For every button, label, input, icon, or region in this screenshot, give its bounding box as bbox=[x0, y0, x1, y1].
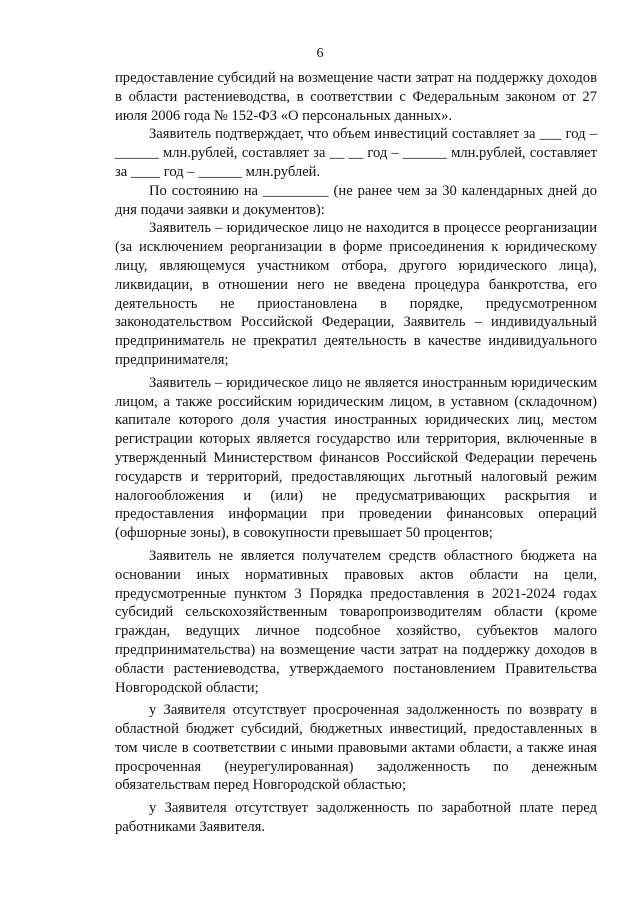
paragraph-foreign-entity-status: Заявитель – юридическое лицо не является иностранным юридическим лицом, а также российским юридическим лицом, в уставном (складочном) капитале которого доля участия иностранных юридических лиц, местом регистрации которых является государство или территория, включенные в утвержденный Министерством финансов Российской Федерации перечень государств и территорий, предоставляющих льготный налоговый режим налогообложения и (или) не предусматривающих раскрытия и предоставления информации при проведении финансовых операций (офшорные зоны), в совокупности превышает 50 процентов; bbox=[115, 374, 597, 542]
paragraph-other-subsidies: Заявитель не является получателем средств областного бюджета на основании иных нормативных правовых актов области на цели, предусмотренные пунктом 3 Порядка предоставления в 2021-2024 годах субсидий сельскохозяйственным товаропроизводителям области (кроме граждан, ведущих личное подсобное хозяйство, субъектов малого предпринимательства) на возмещение части затрат на поддержку доходов в области растениеводства, утверждаемого постановлением Правительства Новгородской области; bbox=[115, 547, 597, 696]
paragraph-personal-data-consent: предоставление субсидий на возмещение части затрат на поддержку доходов в области растениеводства, в соответствии с Федеральным законом от 27 июля 2006 года № 152-ФЗ «О персональных данных». bbox=[115, 70, 597, 124]
paragraph-investment-volume: Заявитель подтверждает, что объем инвестиций составляет за ___ год – ______ млн.рублей, составляет за __ __ год – ______ млн.рублей, составляет за ____ год – ______ млн.рублей. bbox=[115, 126, 597, 180]
paragraph-reorganization-status: Заявитель – юридическое лицо не находится в процессе реорганизации (за исключением реорганизации в форме присоединения к юридическому лицу, являющемуся участником отбора, другого юридического лица), ликвидации, в отношении него не введена процедура банкротства, его деятельность не приостановлена в порядке, предусмотренном законодательством Российской Федерации, Заявитель – индивидуальный предприниматель не прекратил деятельность в качестве индивидуального предпринимателя; bbox=[115, 220, 597, 368]
paragraph-budget-debt: у Заявителя отсутствует просроченная задолженность по возврату в областной бюджет субсидий, бюджетных инвестиций, предоставленных в том числе в соответствии с иными правовыми актами области, а также иная просроченная (неурегулированная) задолженность по денежным обязательствам перед Новгородской областью; bbox=[115, 702, 597, 794]
paragraph-salary-debt: у Заявителя отсутствует задолженность по заработной плате перед работниками Заявителя. bbox=[115, 800, 597, 836]
paragraph-as-of-date: По состоянию на _________ (не ранее чем за 30 календарных дней до дня подачи заявки и документов): bbox=[115, 182, 597, 218]
page-number: 6 bbox=[316, 46, 324, 61]
document-body bbox=[115, 69, 597, 837]
